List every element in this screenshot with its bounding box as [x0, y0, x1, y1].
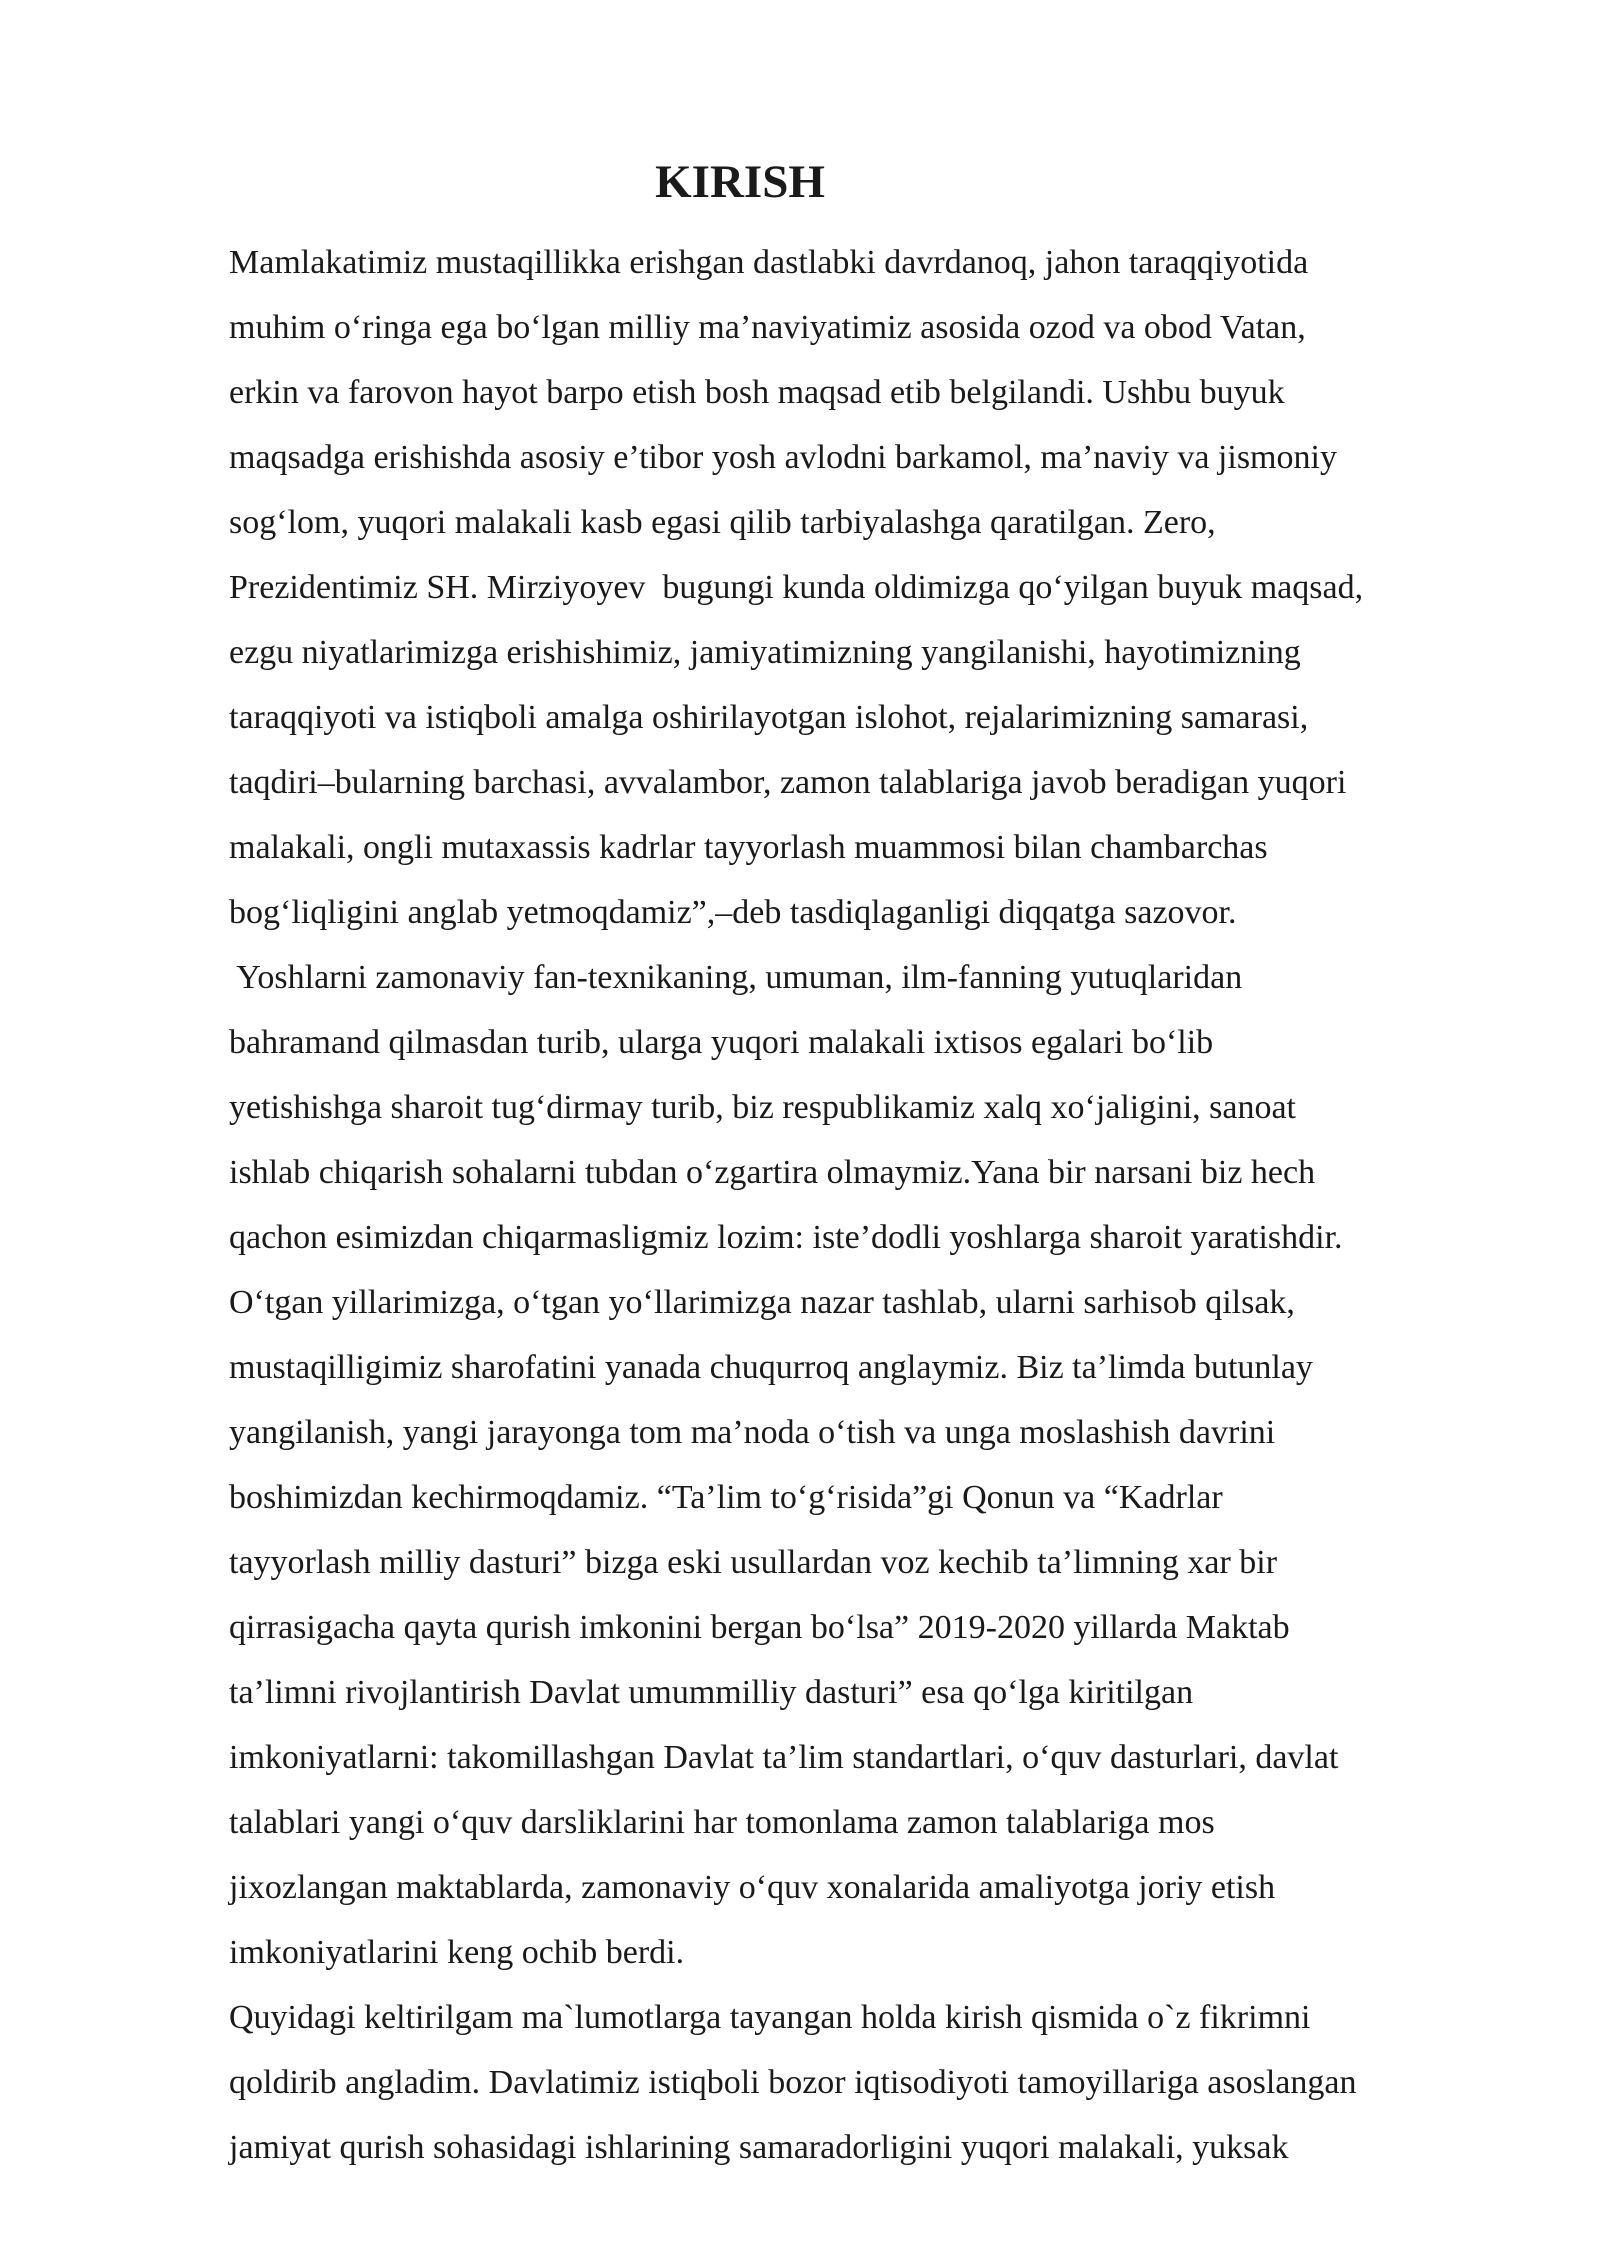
text-line: tayyorlash milliy dasturi” bizga eski usullardan voz kechib ta’limning xar bir — [229, 1544, 1278, 1581]
text-line: Mamlakatimiz mustaqillikka erishgan dastlabki davrdanoq, jahon taraqqiyotida — [229, 244, 1309, 281]
text-line: maqsadga erishishda asosiy e’tibor yosh avlodni barkamol, ma’naviy va jismoniy — [229, 439, 1337, 476]
body-text — [229, 230, 1529, 2180]
text-line: ta’limni rivojlantirish Davlat umummilliy dasturi” esa qo‘lga kiritilgan — [229, 1674, 1194, 1711]
text-line: muhim o‘ringa ega bo‘lgan milliy ma’naviyatimiz asosida ozod va obod Vatan, — [229, 309, 1306, 346]
text-line: qoldirib angladim. Davlatimiz istiqboli bozor iqtisodiyoti tamoyillariga asoslangan — [229, 2064, 1357, 2101]
text-line: erkin va farovon hayot barpo etish bosh maqsad etib belgilandi. Ushbu buyuk — [229, 374, 1285, 411]
text-line: Yoshlarni zamonaviy fan-texnikaning, umuman, ilm-fanning yutuqlaridan — [229, 959, 1243, 996]
text-line: boshimizdan kechirmoqdamiz. “Ta’lim to‘g‘risida”gi Qonun va “Kadrlar — [229, 1479, 1223, 1516]
text-line: ezgu niyatlarimizga erishishimiz, jamiyatimizning yangilanishi, hayotimizning — [229, 634, 1301, 671]
text-line: ishlab chiqarish sohalarni tubdan o‘zgartira olmaymiz.Yana bir narsani biz hech — [229, 1154, 1316, 1191]
text-line: Prezidentimiz SH. Mirziyoyev bugungi kunda oldimizga qo‘yilgan buyuk maqsad, — [229, 569, 1364, 606]
text-line: jixozlangan maktablarda, zamonaviy o‘quv xonalarida amaliyotga joriy etish — [229, 1869, 1276, 1906]
text-line: sog‘lom, yuqori malakali kasb egasi qilib tarbiyalashga qaratilgan. Zero, — [229, 504, 1216, 541]
text-line: jamiyat qurish sohasidagi ishlarining samaradorligini yuqori malakali, yuksak — [229, 2129, 1289, 2166]
page-title: KIRISH — [655, 156, 825, 208]
text-line: Quyidagi keltirilgam ma`lumotlarga tayangan holda kirish qismida o`z fikrimni — [229, 1999, 1311, 2036]
text-line: bahramand qilmasdan turib, ularga yuqori malakali ixtisos egalari bo‘lib — [229, 1024, 1214, 1061]
text-line: qirrasigacha qayta qurish imkonini bergan bo‘lsa” 2019-2020 yillarda Maktab — [229, 1609, 1290, 1646]
text-line: bog‘liqligini anglab yetmoqdamiz”,–deb tasdiqlaganligi diqqatga sazovor. — [229, 894, 1237, 931]
text-line: talablari yangi o‘quv darsliklarini har tomonlama zamon talablariga mos — [229, 1804, 1215, 1841]
text-line: taraqqiyoti va istiqboli amalga oshirilayotgan islohot, rejalarimizning samarasi, — [229, 699, 1309, 736]
text-line: taqdiri–bularning barchasi, avvalambor, zamon talablariga javob beradigan yuqori — [229, 764, 1347, 801]
text-line: O‘tgan yillarimizga, o‘tgan yo‘llarimizga nazar tashlab, ularni sarhisob qilsak, — [229, 1284, 1295, 1321]
text-line: qachon esimizdan chiqarmasligmiz lozim: iste’dodli yoshlarga sharoit yaratishdir. — [229, 1219, 1343, 1256]
text-line: imkoniyatlarni: takomillashgan Davlat ta’lim standartlari, o‘quv dasturlari, davlat — [229, 1739, 1339, 1776]
text-line: yangilanish, yangi jarayonga tom ma’noda o‘tish va unga moslashish davrini — [229, 1414, 1276, 1451]
text-line: imkoniyatlarini keng ochib berdi. — [229, 1934, 685, 1971]
text-line: mustaqilligimiz sharofatini yanada chuqurroq anglaymiz. Biz ta’limda butunlay — [229, 1349, 1313, 1386]
text-line: yetishishga sharoit tug‘dirmay turib, biz respublikamiz xalq xo‘jaligini, sanoat — [229, 1089, 1296, 1126]
text-line: malakali, ongli mutaxassis kadrlar tayyorlash muammosi bilan chambarchas — [229, 829, 1268, 866]
